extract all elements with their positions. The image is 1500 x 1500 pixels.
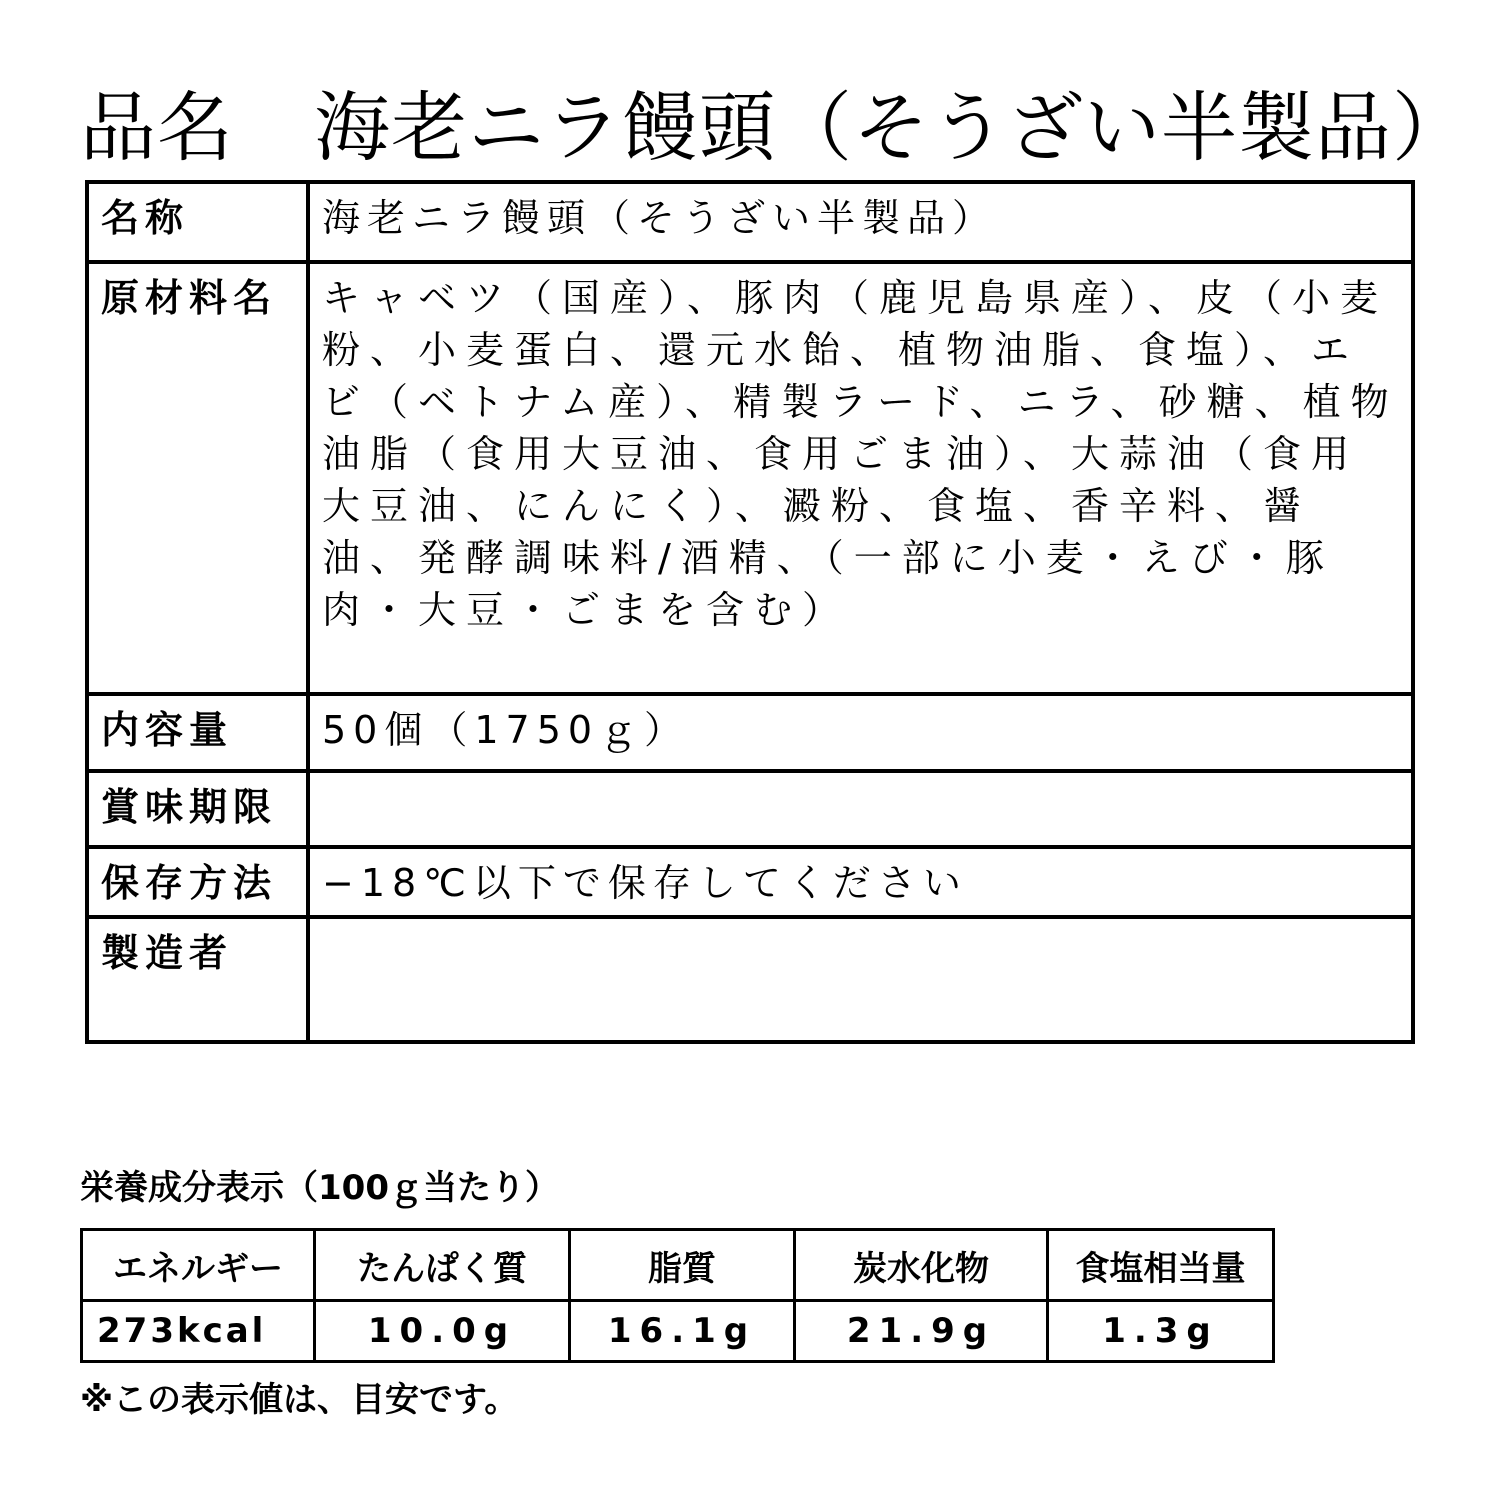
nutrition-header-row [82,1230,1274,1301]
nutrition-footnote: ※この表示値は、目安です。 [80,1380,519,1420]
nutrition-header-protein: たんぱく質 [315,1230,570,1301]
label-row-ingredients [87,262,1413,694]
nutrition-header-carbohydrate: 炭水化物 [795,1230,1048,1301]
title-product-name: 海老ニラ饅頭（そうざい半製品） [314,83,1469,172]
label-key-manufacturer: 製造者 [87,917,308,1042]
label-value-best-before [308,771,1413,847]
label-value-name: 海老ニラ饅頭（そうざい半製品） [308,182,1413,262]
label-value-ingredients: キャベツ（国産）、豚肉（鹿児島県産）、皮（小麦粉、小麦蛋白、還元水飴、植物油脂、食塩）、エビ（ベトナム産）、精製ラード、ニラ、砂糖、植物油脂（食用大豆油、食用ごま油）、大蒜油（食用大豆油、にんにく）、澱粉、食塩、香辛料、醤油、発酵調味料/酒精、（一部に小麦・えび・豚肉・大豆・ごまを含む） [308,262,1413,694]
food-label-table [85,180,1415,1044]
label-row-storage [87,847,1413,917]
product-title [80,82,1469,174]
label-value-manufacturer [308,917,1413,1042]
label-row-name [87,182,1413,262]
label-key-ingredients: 原材料名 [87,262,308,694]
label-key-name: 名称 [87,182,308,262]
label-row-manufacturer [87,917,1413,1042]
nutrition-value-energy: 273kcal [82,1301,315,1362]
label-row-best-before [87,771,1413,847]
label-key-best-before: 賞味期限 [87,771,308,847]
label-value-contents: 50個（1750ｇ） [308,694,1413,771]
nutrition-table [80,1228,1275,1363]
nutrition-header-salt: 食塩相当量 [1048,1230,1274,1301]
nutrition-value-fat: 16.1g [570,1301,795,1362]
nutrition-value-salt: 1.3g [1048,1301,1274,1362]
nutrition-header-fat: 脂質 [570,1230,795,1301]
nutrition-value-protein: 10.0g [315,1301,570,1362]
label-key-contents: 内容量 [87,694,308,771]
nutrition-value-carbohydrate: 21.9g [795,1301,1048,1362]
title-label: 品名 [80,83,234,172]
label-value-storage: −18℃以下で保存してください [308,847,1413,917]
label-key-storage: 保存方法 [87,847,308,917]
nutrition-value-row [82,1301,1274,1362]
nutrition-heading: 栄養成分表示（100ｇ当たり） [80,1168,559,1208]
nutrition-header-energy: エネルギー [82,1230,315,1301]
label-row-contents [87,694,1413,771]
